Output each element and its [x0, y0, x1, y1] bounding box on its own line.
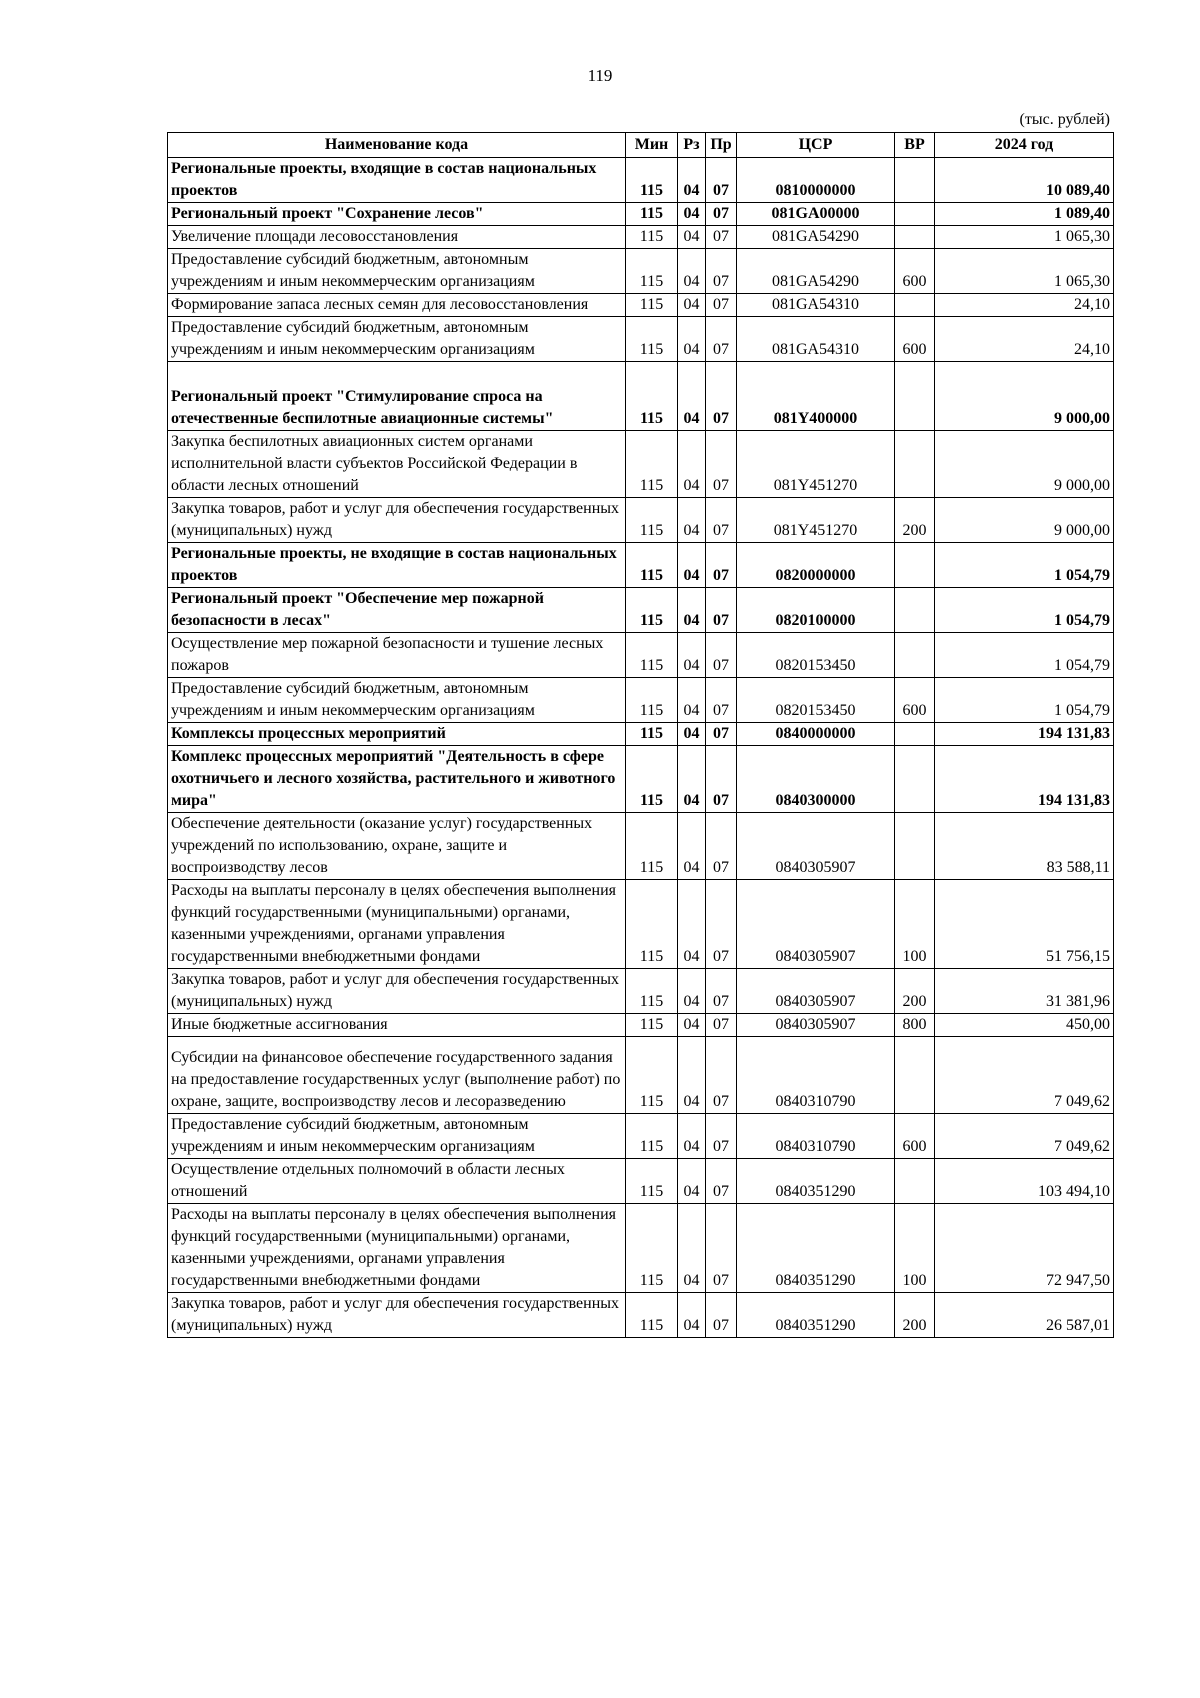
cell-name: Закупка беспилотных авиационных систем органами исполнительной власти субъектов Российской Федерации в области лесных отношений [168, 431, 626, 498]
cell-pr: 07 [706, 543, 737, 588]
table-row [168, 158, 1114, 203]
cell-min: 115 [626, 1204, 678, 1293]
cell-min: 115 [626, 1037, 678, 1114]
cell-pr: 07 [706, 969, 737, 1014]
cell-vr [895, 746, 935, 813]
cell-vr: 800 [895, 1014, 935, 1037]
cell-name: Региональный проект "Обеспечение мер пожарной безопасности в лесах" [168, 588, 626, 633]
cell-pr: 07 [706, 1159, 737, 1204]
cell-vr: 100 [895, 880, 935, 969]
cell-amount: 1 065,30 [935, 249, 1114, 294]
cell-rz: 04 [678, 633, 706, 678]
cell-amount: 103 494,10 [935, 1159, 1114, 1204]
cell-min: 115 [626, 1293, 678, 1338]
cell-min: 115 [626, 317, 678, 362]
table-row [168, 431, 1114, 498]
cell-amount: 7 049,62 [935, 1037, 1114, 1114]
cell-min: 115 [626, 746, 678, 813]
cell-csr: 0840305907 [737, 813, 895, 880]
cell-csr: 0820100000 [737, 588, 895, 633]
cell-csr: 0810000000 [737, 158, 895, 203]
cell-name: Закупка товаров, работ и услуг для обеспечения государственных (муниципальных) нужд [168, 1293, 626, 1338]
cell-csr: 0840351290 [737, 1293, 895, 1338]
cell-rz: 04 [678, 1014, 706, 1037]
cell-vr [895, 588, 935, 633]
cell-vr: 600 [895, 317, 935, 362]
cell-vr [895, 1159, 935, 1204]
page-number: 119 [587, 66, 613, 85]
cell-rz: 04 [678, 1293, 706, 1338]
cell-name: Расходы на выплаты персоналу в целях обеспечения выполнения функций государственными (муниципальными) органами, казенными учреждениями, органами управления государственными внебюджетными фондами [168, 880, 626, 969]
cell-csr: 081Y400000 [737, 362, 895, 431]
table-row [168, 362, 1114, 431]
cell-pr: 07 [706, 880, 737, 969]
cell-vr [895, 158, 935, 203]
cell-name: Расходы на выплаты персоналу в целях обеспечения выполнения функций государственными (муниципальными) органами, казенными учреждениями, органами управления государственными внебюджетными фондами [168, 1204, 626, 1293]
cell-name: Предоставление субсидий бюджетным, автономным учреждениям и иным некоммерческим организациям [168, 317, 626, 362]
table-row [168, 969, 1114, 1014]
table-row [168, 249, 1114, 294]
cell-min: 115 [626, 880, 678, 969]
header-name: Наименование кода [168, 133, 626, 158]
cell-rz: 04 [678, 226, 706, 249]
cell-rz: 04 [678, 498, 706, 543]
table-row [168, 317, 1114, 362]
cell-amount: 1 089,40 [935, 203, 1114, 226]
cell-name: Обеспечение деятельности (оказание услуг) государственных учреждений по использованию, охране, защите и воспроизводству лесов [168, 813, 626, 880]
cell-pr: 07 [706, 1114, 737, 1159]
cell-pr: 07 [706, 1293, 737, 1338]
cell-pr: 07 [706, 431, 737, 498]
cell-min: 115 [626, 1014, 678, 1037]
cell-min: 115 [626, 249, 678, 294]
cell-pr: 07 [706, 746, 737, 813]
table-row [168, 746, 1114, 813]
cell-min: 115 [626, 633, 678, 678]
cell-vr [895, 294, 935, 317]
cell-name: Региональные проекты, входящие в состав национальных проектов [168, 158, 626, 203]
cell-csr: 0840310790 [737, 1114, 895, 1159]
cell-vr: 200 [895, 969, 935, 1014]
cell-amount: 194 131,83 [935, 746, 1114, 813]
cell-rz: 04 [678, 1037, 706, 1114]
cell-amount: 1 054,79 [935, 588, 1114, 633]
cell-rz: 04 [678, 362, 706, 431]
cell-name: Региональный проект "Сохранение лесов" [168, 203, 626, 226]
cell-rz: 04 [678, 588, 706, 633]
header-csr: ЦСР [737, 133, 895, 158]
cell-name: Осуществление отдельных полномочий в области лесных отношений [168, 1159, 626, 1204]
table-row [168, 1114, 1114, 1159]
table-header-row [168, 133, 1114, 158]
cell-csr: 0820153450 [737, 633, 895, 678]
cell-rz: 04 [678, 969, 706, 1014]
cell-min: 115 [626, 588, 678, 633]
cell-vr: 600 [895, 249, 935, 294]
cell-name: Региональные проекты, не входящие в состав национальных проектов [168, 543, 626, 588]
cell-name: Увеличение площади лесовосстановления [168, 226, 626, 249]
cell-rz: 04 [678, 249, 706, 294]
cell-rz: 04 [678, 880, 706, 969]
table-row [168, 1293, 1114, 1338]
table-row [168, 1204, 1114, 1293]
cell-pr: 07 [706, 498, 737, 543]
header-vr: ВР [895, 133, 935, 158]
table-row [168, 203, 1114, 226]
cell-min: 115 [626, 969, 678, 1014]
cell-vr [895, 543, 935, 588]
header-pr: Пр [706, 133, 737, 158]
table-row [168, 226, 1114, 249]
cell-amount: 1 054,79 [935, 633, 1114, 678]
cell-rz: 04 [678, 723, 706, 746]
cell-min: 115 [626, 294, 678, 317]
cell-amount: 51 756,15 [935, 880, 1114, 969]
cell-pr: 07 [706, 588, 737, 633]
budget-table [167, 132, 1114, 1338]
table-row [168, 1037, 1114, 1114]
cell-min: 115 [626, 431, 678, 498]
cell-rz: 04 [678, 294, 706, 317]
cell-csr: 0820000000 [737, 543, 895, 588]
cell-name: Предоставление субсидий бюджетным, автономным учреждениям и иным некоммерческим организациям [168, 249, 626, 294]
cell-min: 115 [626, 158, 678, 203]
table-row [168, 723, 1114, 746]
cell-min: 115 [626, 203, 678, 226]
cell-amount: 1 054,79 [935, 678, 1114, 723]
table-row [168, 1159, 1114, 1204]
cell-name: Комплекс процессных мероприятий "Деятельность в сфере охотничьего и лесного хозяйства, растительного и животного мира" [168, 746, 626, 813]
cell-pr: 07 [706, 813, 737, 880]
header-min: Мин [626, 133, 678, 158]
cell-rz: 04 [678, 1159, 706, 1204]
cell-pr: 07 [706, 226, 737, 249]
cell-csr: 081Y451270 [737, 431, 895, 498]
cell-rz: 04 [678, 203, 706, 226]
cell-min: 115 [626, 1114, 678, 1159]
table-row [168, 588, 1114, 633]
cell-name: Предоставление субсидий бюджетным, автономным учреждениям и иным некоммерческим организациям [168, 1114, 626, 1159]
cell-min: 115 [626, 723, 678, 746]
cell-amount: 1 065,30 [935, 226, 1114, 249]
cell-csr: 081GA54310 [737, 317, 895, 362]
cell-amount: 24,10 [935, 317, 1114, 362]
cell-csr: 081GA54310 [737, 294, 895, 317]
units-label: (тыс. рублей) [1019, 111, 1110, 128]
cell-csr: 0840305907 [737, 1014, 895, 1037]
cell-pr: 07 [706, 1204, 737, 1293]
cell-vr [895, 633, 935, 678]
cell-rz: 04 [678, 746, 706, 813]
cell-name: Закупка товаров, работ и услуг для обеспечения государственных (муниципальных) нужд [168, 969, 626, 1014]
cell-name: Закупка товаров, работ и услуг для обеспечения государственных (муниципальных) нужд [168, 498, 626, 543]
cell-pr: 07 [706, 362, 737, 431]
cell-vr [895, 723, 935, 746]
cell-rz: 04 [678, 1204, 706, 1293]
header-rz: Рз [678, 133, 706, 158]
cell-csr: 081GA00000 [737, 203, 895, 226]
cell-vr: 200 [895, 1293, 935, 1338]
cell-name: Иные бюджетные ассигнования [168, 1014, 626, 1037]
table-row [168, 678, 1114, 723]
cell-name: Осуществление мер пожарной безопасности и тушение лесных пожаров [168, 633, 626, 678]
cell-rz: 04 [678, 158, 706, 203]
cell-min: 115 [626, 226, 678, 249]
cell-vr [895, 226, 935, 249]
cell-vr [895, 1037, 935, 1114]
cell-min: 115 [626, 678, 678, 723]
cell-csr: 0820153450 [737, 678, 895, 723]
cell-pr: 07 [706, 633, 737, 678]
cell-csr: 081GA54290 [737, 226, 895, 249]
cell-pr: 07 [706, 317, 737, 362]
cell-csr: 0840351290 [737, 1159, 895, 1204]
cell-csr: 0840310790 [737, 1037, 895, 1114]
cell-amount: 10 089,40 [935, 158, 1114, 203]
cell-rz: 04 [678, 543, 706, 588]
cell-amount: 9 000,00 [935, 431, 1114, 498]
table-row [168, 498, 1114, 543]
table-row [168, 543, 1114, 588]
cell-name: Субсидии на финансовое обеспечение государственного задания на предоставление государственных услуг (выполнение работ) по охране, защите, воспроизводству лесов и лесоразведению [168, 1037, 626, 1114]
table-row [168, 880, 1114, 969]
table-row [168, 633, 1114, 678]
cell-vr: 600 [895, 678, 935, 723]
cell-name: Предоставление субсидий бюджетным, автономным учреждениям и иным некоммерческим организациям [168, 678, 626, 723]
cell-pr: 07 [706, 294, 737, 317]
cell-rz: 04 [678, 813, 706, 880]
cell-vr: 100 [895, 1204, 935, 1293]
cell-pr: 07 [706, 723, 737, 746]
cell-amount: 194 131,83 [935, 723, 1114, 746]
cell-vr [895, 431, 935, 498]
cell-rz: 04 [678, 317, 706, 362]
cell-min: 115 [626, 1159, 678, 1204]
cell-min: 115 [626, 543, 678, 588]
cell-min: 115 [626, 498, 678, 543]
cell-rz: 04 [678, 678, 706, 723]
cell-csr: 0840300000 [737, 746, 895, 813]
cell-csr: 081Y451270 [737, 498, 895, 543]
table-row [168, 1014, 1114, 1037]
cell-min: 115 [626, 813, 678, 880]
cell-csr: 0840305907 [737, 969, 895, 1014]
table-row [168, 294, 1114, 317]
cell-pr: 07 [706, 1014, 737, 1037]
cell-vr: 600 [895, 1114, 935, 1159]
cell-pr: 07 [706, 249, 737, 294]
cell-amount: 9 000,00 [935, 362, 1114, 431]
cell-rz: 04 [678, 431, 706, 498]
cell-amount: 24,10 [935, 294, 1114, 317]
cell-amount: 31 381,96 [935, 969, 1114, 1014]
cell-amount: 1 054,79 [935, 543, 1114, 588]
cell-pr: 07 [706, 203, 737, 226]
cell-pr: 07 [706, 678, 737, 723]
cell-vr: 200 [895, 498, 935, 543]
cell-vr [895, 362, 935, 431]
cell-vr [895, 203, 935, 226]
cell-csr: 081GA54290 [737, 249, 895, 294]
cell-pr: 07 [706, 1037, 737, 1114]
cell-amount: 83 588,11 [935, 813, 1114, 880]
cell-rz: 04 [678, 1114, 706, 1159]
cell-amount: 72 947,50 [935, 1204, 1114, 1293]
cell-amount: 7 049,62 [935, 1114, 1114, 1159]
cell-amount: 9 000,00 [935, 498, 1114, 543]
header-year: 2024 год [935, 133, 1114, 158]
cell-name: Формирование запаса лесных семян для лесовосстановления [168, 294, 626, 317]
cell-name: Региональный проект "Стимулирование спроса на отечественные беспилотные авиационные системы" [168, 362, 626, 431]
cell-vr [895, 813, 935, 880]
cell-min: 115 [626, 362, 678, 431]
cell-pr: 07 [706, 158, 737, 203]
cell-amount: 450,00 [935, 1014, 1114, 1037]
cell-name: Комплексы процессных мероприятий [168, 723, 626, 746]
cell-csr: 0840351290 [737, 1204, 895, 1293]
table-row [168, 813, 1114, 880]
cell-csr: 0840000000 [737, 723, 895, 746]
cell-amount: 26 587,01 [935, 1293, 1114, 1338]
cell-csr: 0840305907 [737, 880, 895, 969]
